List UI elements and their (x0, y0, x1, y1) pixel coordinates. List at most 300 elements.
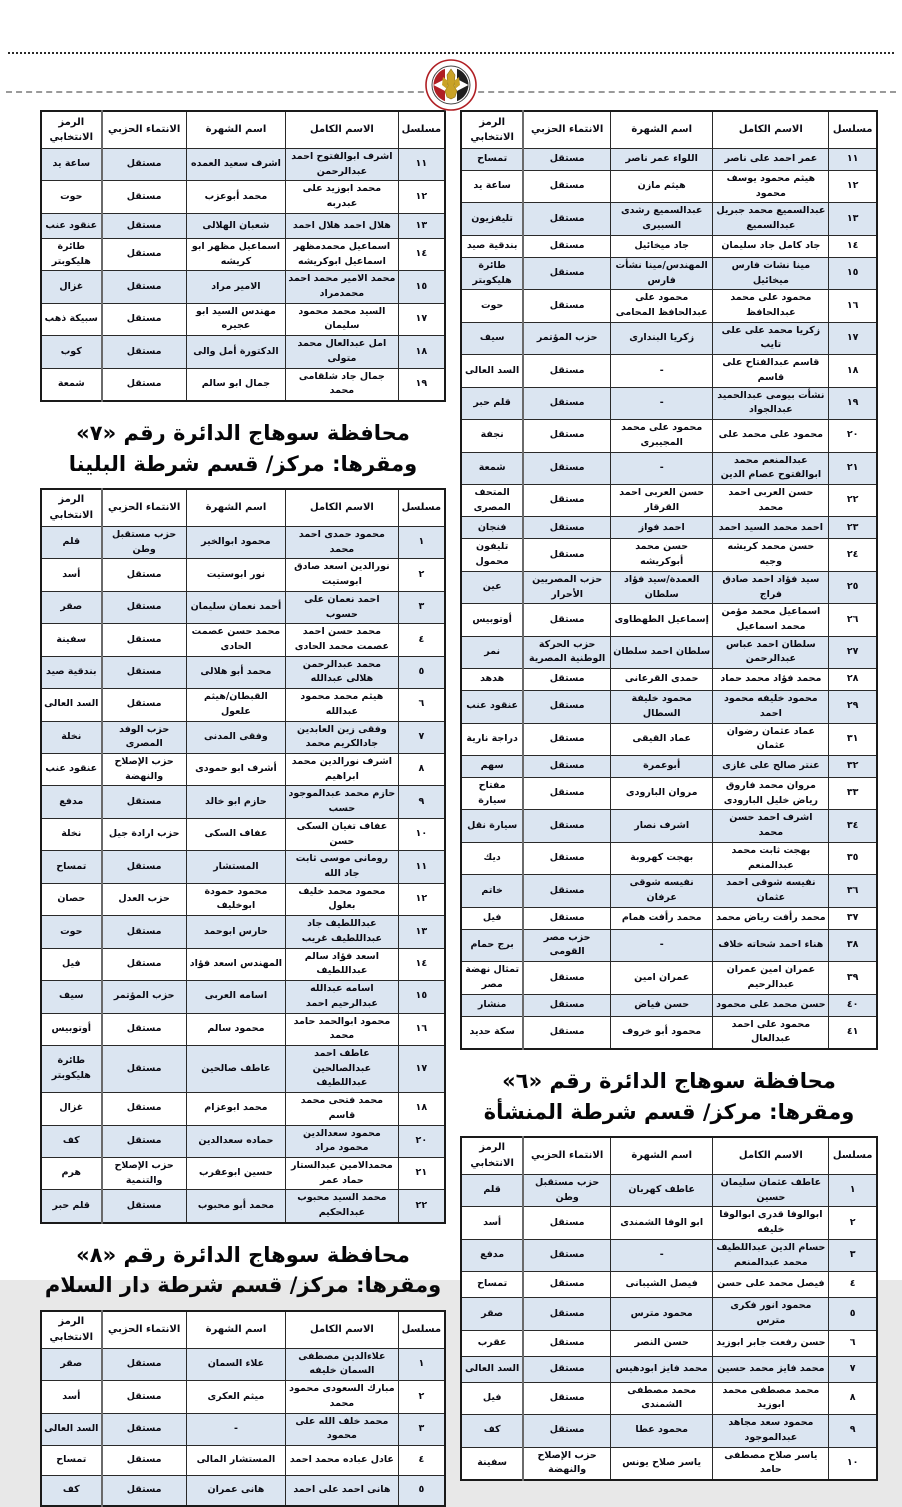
full-name-cell: عفاف تغيان السكى حسن (286, 818, 399, 850)
serial-cell: ١٥ (398, 271, 445, 303)
symbol-cell: عقرب (461, 1330, 523, 1356)
party-cell: مستقل (102, 624, 187, 656)
district-6-subtitle: ومقرها: مركز/ قسم شرطة المنشأة (483, 1099, 855, 1124)
party-cell: مستقل (523, 604, 610, 636)
alias-cell: عبدالسميع رشدى السبيرى (611, 203, 713, 235)
full-name-cell: محمد فايز محمد حسين (713, 1356, 829, 1382)
alias-cell: محمد أبو هلالى (186, 656, 285, 688)
candidate-row (461, 723, 877, 755)
symbol-cell: صقر (461, 1298, 523, 1330)
candidate-row (41, 1013, 445, 1045)
symbol-cell: سفينة (461, 1447, 523, 1480)
alias-cell: وفقى المدنى (186, 721, 285, 753)
full-name-cell: محمد حسن احمد عصمت محمد الحادى (286, 624, 399, 656)
candidates-table-right-top (460, 110, 878, 1050)
candidate-row (41, 689, 445, 721)
symbol-cell: مدفع (461, 1239, 523, 1271)
serial-cell: ١٠ (398, 818, 445, 850)
egypt-eagle-emblem-icon (425, 59, 477, 111)
full-name-cell: اسماعيل محمد مؤمن محمد اسماعيل (713, 604, 829, 636)
full-name-cell: حسن محمد على محمود (713, 994, 829, 1016)
symbol-cell: بندقية صيد (461, 235, 523, 257)
party-cell: مستقل (523, 203, 610, 235)
serial-cell: ٣٥ (829, 842, 877, 874)
symbol-cell: قلم حبر (461, 387, 523, 419)
party-cell: مستقل (102, 368, 187, 401)
candidate-row (41, 559, 445, 591)
symbol-cell: أوتوبيس (41, 1013, 102, 1045)
serial-cell: ٢٧ (829, 636, 877, 668)
full-name-cell: هيثم محمد محمود عبدالله (286, 689, 399, 721)
serial-cell: ٤ (398, 1446, 445, 1476)
candidate-row (41, 624, 445, 656)
candidate-row (41, 786, 445, 818)
symbol-cell: صقر (41, 591, 102, 623)
symbol-cell: سيارة نقل (461, 810, 523, 842)
symbol-cell: عنقود عنب (41, 754, 102, 786)
party-cell: مستقل (102, 1413, 187, 1445)
alias-cell: ياسر صلاح يونس (611, 1447, 713, 1480)
full-name-cell: رومانى موسى ثابت جاد الله (286, 851, 399, 883)
alias-cell: محمود على محمد المجيبرى (611, 420, 713, 452)
col-header-full-name: الاسم الكامل (713, 1137, 829, 1175)
left-column (40, 110, 446, 1507)
party-cell: مستقل (523, 756, 610, 778)
symbol-cell: تمساح (461, 149, 523, 171)
full-name-cell: ابوالوفا قدرى ابوالوفا خليفه (713, 1207, 829, 1239)
party-cell: مستقل (523, 875, 610, 907)
serial-cell: ١١ (398, 149, 445, 181)
party-cell: مستقل (523, 842, 610, 874)
candidate-row (41, 1045, 445, 1092)
serial-cell: ٨ (829, 1382, 877, 1414)
serial-cell: ٣ (398, 591, 445, 623)
serial-cell: ٩ (398, 786, 445, 818)
alias-cell: عفاف السكى (186, 818, 285, 850)
full-name-cell: عبدالمنعم محمد ابوالفتوح عصام الدين (713, 452, 829, 484)
symbol-cell: عنقود عنب (41, 213, 102, 238)
alias-cell: - (611, 355, 713, 387)
symbol-cell: أسد (41, 559, 102, 591)
alias-cell: محمود حمودة ابوخليف (186, 883, 285, 915)
symbol-cell: فيل (461, 907, 523, 929)
candidate-row (41, 1413, 445, 1445)
candidate-row (41, 1157, 445, 1189)
alias-cell: هيثم مازن (611, 171, 713, 203)
alias-cell: مهندس السيد ابو عجيره (186, 303, 285, 335)
alias-cell: فيصل الشيبانى (611, 1272, 713, 1298)
candidate-row (461, 257, 877, 289)
party-cell: مستقل (102, 1190, 187, 1223)
col-header-full-name: الاسم الكامل (713, 111, 829, 149)
symbol-cell: برج حمام (461, 929, 523, 961)
alias-cell: محمد فايز ابودهيس (611, 1356, 713, 1382)
alias-cell: حارس ابوحمد (186, 916, 285, 948)
serial-cell: ٥ (398, 1476, 445, 1507)
full-name-cell: محمدالامين عبدالستار حماد عمر (286, 1157, 399, 1189)
full-name-cell: حسن محمد كريشه وجيه (713, 539, 829, 571)
district-7-header (40, 418, 446, 479)
party-cell: مستقل (102, 1013, 187, 1045)
serial-cell: ٢٥ (829, 571, 877, 603)
district-8-table-wrap (40, 1310, 446, 1507)
serial-cell: ١٧ (398, 1045, 445, 1092)
alias-cell: مروان البارودى (611, 778, 713, 810)
alias-cell: سلطان احمد سلطان (611, 636, 713, 668)
symbol-cell: فيل (41, 948, 102, 980)
alias-cell: ابو الوفا الشمندى (611, 1207, 713, 1239)
candidate-row (461, 1174, 877, 1206)
full-name-cell: جاد كامل جاد سليمان (713, 235, 829, 257)
symbol-cell: عين (461, 571, 523, 603)
symbol-cell: حوت (41, 916, 102, 948)
party-cell: حزب مستقبل وطن (102, 526, 187, 558)
full-name-cell: قاسم عبدالفتاح على قاسم (713, 355, 829, 387)
party-cell: مستقل (523, 723, 610, 755)
symbol-cell: السد العالى (461, 355, 523, 387)
party-cell: مستقل (523, 1272, 610, 1298)
serial-cell: ١٢ (829, 171, 877, 203)
full-name-cell: حسام الدين عبداللطيف محمد عبدالمنعم (713, 1239, 829, 1271)
serial-cell: ٢٠ (829, 420, 877, 452)
symbol-cell: فيل (461, 1382, 523, 1414)
party-cell: مستقل (102, 851, 187, 883)
party-cell: مستقل (102, 213, 187, 238)
symbol-cell: أسد (41, 1381, 102, 1413)
serial-cell: ٣٧ (829, 907, 877, 929)
symbol-cell: شمعة (41, 368, 102, 401)
alias-cell: - (611, 452, 713, 484)
symbol-cell: السد العالى (41, 1413, 102, 1445)
col-header-symbol: الرمز الانتخابي (461, 111, 523, 149)
full-name-cell: حازم محمد عبدالموجود حسب (286, 786, 399, 818)
alias-cell: حازم ابو خالد (186, 786, 285, 818)
full-name-cell: عماد عثمان رضوان عثمان (713, 723, 829, 755)
serial-cell: ١٤ (398, 238, 445, 270)
alias-cell: محمود مترس (611, 1298, 713, 1330)
symbol-cell: المتحف المصرى (461, 484, 523, 516)
candidate-row (41, 981, 445, 1013)
candidate-row (41, 238, 445, 270)
party-cell: حزب مصر القومى (523, 929, 610, 961)
candidate-row (41, 948, 445, 980)
party-cell: مستقل (523, 1016, 610, 1049)
party-cell: مستقل (102, 1446, 187, 1476)
symbol-cell: هرم (41, 1157, 102, 1189)
candidates-table-district-8 (40, 1310, 446, 1507)
alias-cell: محمد ابوعزام (186, 1093, 285, 1125)
party-cell: مستقل (523, 1298, 610, 1330)
serial-cell: ١٢ (398, 181, 445, 213)
symbol-cell: كف (461, 1415, 523, 1447)
candidate-row (41, 181, 445, 213)
party-cell: مستقل (523, 1415, 610, 1447)
col-header-party: الانتماء الحزبي (102, 111, 187, 149)
candidate-row (461, 290, 877, 322)
serial-cell: ٤ (398, 624, 445, 656)
full-name-cell: مروان محمد فاروق رياض خليل البارودى (713, 778, 829, 810)
full-name-cell: عبداللطيف جاد عبداللطيف غريب (286, 916, 399, 948)
symbol-cell: كف (41, 1476, 102, 1507)
candidates-table-district-7 (40, 488, 446, 1224)
serial-cell: ١ (398, 1348, 445, 1380)
party-cell: مستقل (102, 181, 187, 213)
symbol-cell: طائرة هليكوبتر (41, 238, 102, 270)
full-name-cell: محمود سعد مجاهد عبدالموجود (713, 1415, 829, 1447)
alias-cell: اشرف سعيد العمده (186, 149, 285, 181)
candidate-row (461, 420, 877, 452)
party-cell: مستقل (523, 1239, 610, 1271)
alias-cell: محمود عطا (611, 1415, 713, 1447)
symbol-cell: نمر (461, 636, 523, 668)
symbol-cell: أوتوبيس (461, 604, 523, 636)
full-name-cell: محمد رأفت رياض محمد (713, 907, 829, 929)
column-header-row (461, 111, 877, 149)
candidate-row (461, 875, 877, 907)
party-cell: مستقل (102, 1125, 187, 1157)
candidate-row (461, 203, 877, 235)
symbol-cell: حوت (41, 181, 102, 213)
full-name-cell: عنتر صالح على غازى (713, 756, 829, 778)
symbol-cell: نخلة (41, 818, 102, 850)
candidate-row (41, 1093, 445, 1125)
full-name-cell: عمران امين عمران عبدالرحيم (713, 962, 829, 994)
serial-cell: ٦ (829, 1330, 877, 1356)
alias-cell: محمود خليفة السطال (611, 691, 713, 723)
serial-cell: ١ (398, 526, 445, 558)
full-name-cell: محمود سعدالدين محمود مراد (286, 1125, 399, 1157)
symbol-cell: دراجة نارية (461, 723, 523, 755)
col-header-symbol: الرمز الانتخابي (41, 1311, 102, 1349)
symbol-cell: سهم (461, 756, 523, 778)
serial-cell: ٤٠ (829, 994, 877, 1016)
alias-cell: أبوعمرة (611, 756, 713, 778)
candidate-row (41, 721, 445, 753)
symbol-cell: منشار (461, 994, 523, 1016)
column-header-row (41, 1311, 445, 1349)
symbol-cell: تمساح (41, 1446, 102, 1476)
alias-cell: الامير مراد (186, 271, 285, 303)
serial-cell: ٢١ (398, 1157, 445, 1189)
candidate-row (41, 754, 445, 786)
full-name-cell: عاطف عثمان سليمان حسين (713, 1174, 829, 1206)
party-cell: مستقل (523, 539, 610, 571)
alias-cell: حسن العربى احمد القرقار (611, 484, 713, 516)
serial-cell: ٢٢ (398, 1190, 445, 1223)
serial-cell: ١١ (398, 851, 445, 883)
alias-cell: محمود سالم (186, 1013, 285, 1045)
symbol-cell: فنجان (461, 517, 523, 539)
candidate-row (461, 929, 877, 961)
serial-cell: ١٥ (398, 981, 445, 1013)
party-cell: حزب المصريين الأحرار (523, 571, 610, 603)
serial-cell: ٣ (398, 1413, 445, 1445)
full-name-cell: سيد فؤاد احمد صادق فراج (713, 571, 829, 603)
district-7-subtitle: ومقرها: مركز/ قسم شرطة البلينا (68, 451, 418, 476)
full-name-cell: عبدالسميع محمد جبريل عبدالسميع (713, 203, 829, 235)
party-cell: مستقل (102, 591, 187, 623)
alias-cell: المستشار المالى (186, 1446, 285, 1476)
full-name-cell: عادل عباده محمد احمد (286, 1446, 399, 1476)
col-header-serial: مسلسل (829, 111, 877, 149)
party-cell: مستقل (523, 1382, 610, 1414)
candidate-row (461, 322, 877, 354)
full-name-cell: محمود محمد خليف بعلول (286, 883, 399, 915)
candidate-row (461, 1382, 877, 1414)
party-cell: حزب الإصلاح والنهضة (523, 1447, 610, 1480)
serial-cell: ٢٣ (829, 517, 877, 539)
alias-cell: عمران امين (611, 962, 713, 994)
party-cell: مستقل (523, 994, 610, 1016)
candidate-row (461, 452, 877, 484)
party-cell: مستقل (102, 1045, 187, 1092)
col-header-alias: اسم الشهرة (186, 1311, 285, 1349)
full-name-cell: اشرف نورالدين محمد ابراهيم (286, 754, 399, 786)
candidate-row (461, 778, 877, 810)
serial-cell: ١٩ (829, 387, 877, 419)
full-name-cell: عاطف احمد عبدالصالحين عبداللطيف (286, 1045, 399, 1092)
full-name-cell: اسماعيل محمدمظهر اسماعيل ابوكريشه (286, 238, 399, 270)
symbol-cell: سفينة (41, 624, 102, 656)
full-name-cell: نشأت بيومى عبدالحميد عبدالجواد (713, 387, 829, 419)
party-cell: حزب ارادة جيل (102, 818, 187, 850)
symbol-cell: مدفع (41, 786, 102, 818)
alias-cell: حمدى القرعانى (611, 669, 713, 691)
serial-cell: ١٩ (398, 368, 445, 401)
symbol-cell: كف (41, 1125, 102, 1157)
candidate-row (461, 355, 877, 387)
full-name-cell: محمود خليفه محمود احمد (713, 691, 829, 723)
full-name-cell: سلطان احمد عباس عبدالرحمن (713, 636, 829, 668)
symbol-cell: أسد (461, 1207, 523, 1239)
col-header-alias: اسم الشهرة (186, 111, 285, 149)
alias-cell: حسين ابوعقرب (186, 1157, 285, 1189)
party-cell: مستقل (523, 810, 610, 842)
alias-cell: علاء السمان (186, 1348, 285, 1380)
col-header-full-name: الاسم الكامل (286, 111, 399, 149)
candidate-row (461, 387, 877, 419)
alias-cell: - (186, 1413, 285, 1445)
serial-cell: ٥ (398, 656, 445, 688)
serial-cell: ١٧ (829, 322, 877, 354)
alias-cell: عاطف كهربان (611, 1174, 713, 1206)
candidate-row (461, 756, 877, 778)
candidate-row (41, 916, 445, 948)
symbol-cell: ديك (461, 842, 523, 874)
party-cell: مستقل (523, 907, 610, 929)
candidate-row (461, 171, 877, 203)
candidate-row (41, 271, 445, 303)
party-cell: مستقل (523, 962, 610, 994)
candidate-row (461, 669, 877, 691)
alias-cell: محمود أبو خروف (611, 1016, 713, 1049)
candidate-row (41, 1446, 445, 1476)
serial-cell: ٣٤ (829, 810, 877, 842)
alias-cell: - (611, 929, 713, 961)
candidate-row (461, 149, 877, 171)
symbol-cell: سبيكة ذهب (41, 303, 102, 335)
column-header-row (41, 111, 445, 149)
symbol-cell: طائرة هليكوبتر (461, 257, 523, 289)
serial-cell: ١٧ (398, 303, 445, 335)
serial-cell: ٤١ (829, 1016, 877, 1049)
party-cell: مستقل (102, 303, 187, 335)
col-header-serial: مسلسل (398, 111, 445, 149)
col-header-symbol: الرمز الانتخابي (461, 1137, 523, 1175)
serial-cell: ١٣ (398, 916, 445, 948)
party-cell: مستقل (102, 786, 187, 818)
serial-cell: ٢ (829, 1207, 877, 1239)
full-name-cell: محمود على احمد عبدالعال (713, 1016, 829, 1049)
column-header-row (41, 489, 445, 527)
alias-cell: جمال ابو سالم (186, 368, 285, 401)
candidate-row (461, 1016, 877, 1049)
party-cell: حزب الوفد المصرى (102, 721, 187, 753)
full-name-cell: محمد الامير محمد احمد محمدمراد (286, 271, 399, 303)
full-name-cell: هناء احمد شحاته خلاف (713, 929, 829, 961)
candidate-row (461, 1356, 877, 1382)
full-name-cell: ياسر صلاح مصطفى حامد (713, 1447, 829, 1480)
symbol-cell: السد العالى (461, 1356, 523, 1382)
serial-cell: ٣ (829, 1239, 877, 1271)
party-cell: مستقل (523, 355, 610, 387)
alias-cell: اسماعيل مظهر ابو كريشه (186, 238, 285, 270)
district-6-header (460, 1066, 878, 1127)
symbol-cell: تليفزيون (461, 203, 523, 235)
full-name-cell: هلال احمد هلال احمد (286, 213, 399, 238)
serial-cell: ٢٢ (829, 484, 877, 516)
party-cell: مستقل (523, 149, 610, 171)
party-cell: مستقل (102, 948, 187, 980)
alias-cell: احمد فواز (611, 517, 713, 539)
alias-cell: هانى عمران (186, 1476, 285, 1507)
full-name-cell: فيصل محمد على حسن (713, 1272, 829, 1298)
full-name-cell: احمد نعمان على حسوب (286, 591, 399, 623)
col-header-alias: اسم الشهرة (611, 1137, 713, 1175)
col-header-full-name: الاسم الكامل (286, 489, 399, 527)
party-cell: مستقل (102, 656, 187, 688)
symbol-cell: طائرة هليكوبتر (41, 1045, 102, 1092)
col-header-party: الانتماء الحزبي (102, 1311, 187, 1349)
alias-cell: زكريا البندارى (611, 322, 713, 354)
candidate-row (461, 1272, 877, 1298)
col-header-serial: مسلسل (398, 1311, 445, 1349)
serial-cell: ٨ (398, 754, 445, 786)
serial-cell: ١١ (829, 149, 877, 171)
full-name-cell: زكريا محمد على على تايب (713, 322, 829, 354)
serial-cell: ٢٤ (829, 539, 877, 571)
symbol-cell: تمساح (41, 851, 102, 883)
district-7-title: محافظة سوهاج الدائرة رقم «٧» (76, 421, 410, 446)
alias-cell: القبطان/هيثم علعول (186, 689, 285, 721)
alias-cell: اشرف نصار (611, 810, 713, 842)
party-cell: مستقل (523, 290, 610, 322)
full-name-cell: محمود ابوالحمد حامد محمد (286, 1013, 399, 1045)
candidate-row (461, 539, 877, 571)
alias-cell: العمدة/سيد فؤاد سلطان (611, 571, 713, 603)
full-name-cell: محمد السيد محبوب عبدالحكيم (286, 1190, 399, 1223)
candidate-row (41, 149, 445, 181)
serial-cell: ٧ (398, 721, 445, 753)
symbol-cell: غزال (41, 1093, 102, 1125)
symbol-cell: نخلة (41, 721, 102, 753)
party-cell: حزب العدل (102, 883, 187, 915)
party-cell: مستقل (523, 171, 610, 203)
candidate-row (461, 636, 877, 668)
party-cell: مستقل (523, 387, 610, 419)
alias-cell: أشرف ابو حمودى (186, 754, 285, 786)
full-name-cell: جمال جاد شلقامى محمد (286, 368, 399, 401)
